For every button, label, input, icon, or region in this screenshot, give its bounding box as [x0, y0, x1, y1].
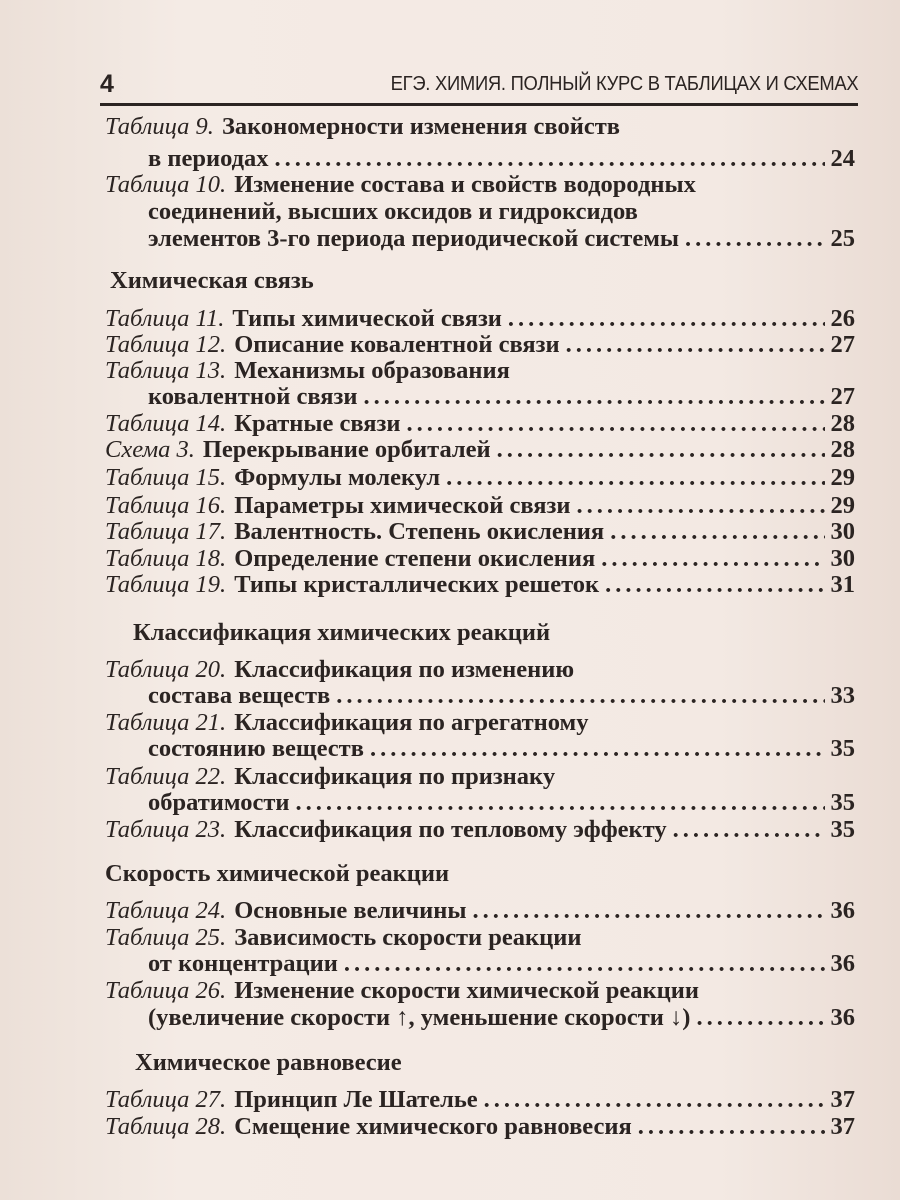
entry-title: Основные величины [234, 897, 467, 924]
entry-title: от концентрации [148, 950, 338, 977]
entry-label: Таблица 26. [105, 977, 227, 1004]
toc-entry-line [148, 1004, 855, 1032]
dot-leader [497, 436, 825, 464]
toc-entry-line[interactable] [105, 171, 855, 199]
toc-entry-line [148, 682, 855, 710]
entry-page-number: 25 [830, 225, 855, 252]
entry-title: Классификация по изменению [234, 656, 575, 683]
entry-label: Таблица 15. [105, 464, 227, 491]
page-number: 4 [100, 70, 114, 98]
toc-entry-line[interactable] [105, 571, 855, 599]
entry-page-number: 27 [830, 383, 855, 410]
entry-title: обратимости [148, 789, 290, 816]
dot-leader [473, 897, 825, 925]
entry-title: Механизмы образования [234, 357, 510, 384]
entry-title: в периодах [148, 145, 269, 172]
entry-page-number: 35 [830, 816, 855, 843]
entry-label: Таблица 21. [105, 709, 227, 736]
toc-entry-line[interactable] [105, 113, 855, 141]
toc-entry-line[interactable] [105, 977, 855, 1005]
entry-page-number: 26 [830, 305, 855, 332]
entry-title: Зависимость скорости реакции [234, 924, 582, 951]
dot-leader [638, 1113, 825, 1141]
entry-title: Параметры химической связи [234, 492, 571, 519]
entry-page-number: 36 [830, 950, 855, 977]
entry-label: Таблица 18. [105, 545, 227, 572]
dot-leader [370, 735, 825, 763]
toc-entry-line[interactable] [105, 763, 855, 791]
toc-entry-line[interactable] [105, 436, 855, 464]
entry-page-number: 36 [830, 897, 855, 924]
entry-label: Таблица 9. [105, 113, 214, 140]
entry-page-number: 33 [830, 682, 855, 709]
entry-page-number: 29 [830, 492, 855, 519]
dot-leader [685, 225, 824, 253]
entry-title: Классификация по агрегатному [234, 709, 589, 736]
entry-title: Классификация по тепловому эффекту [234, 816, 667, 843]
toc-entry-line [148, 198, 855, 226]
header-rule [100, 103, 858, 106]
entry-page-number: 28 [830, 410, 855, 437]
entry-label: Таблица 17. [105, 518, 227, 545]
dot-leader [566, 331, 825, 359]
toc-entry-line[interactable] [105, 1086, 855, 1114]
entry-page-number: 30 [830, 545, 855, 572]
entry-page-number: 31 [830, 571, 855, 598]
dot-leader [605, 571, 824, 599]
section-heading: Химическая связь [110, 267, 314, 294]
entry-title: Описание ковалентной связи [234, 331, 560, 358]
toc-entry-line[interactable] [105, 518, 855, 546]
entry-label: Таблица 28. [105, 1113, 227, 1140]
entry-label: Таблица 16. [105, 492, 227, 519]
dot-leader [344, 950, 825, 978]
dot-leader [446, 464, 824, 492]
entry-label: Таблица 14. [105, 410, 227, 437]
toc-entry-line[interactable] [105, 331, 855, 359]
toc-entry-line[interactable] [105, 305, 855, 333]
entry-title: Формулы молекул [234, 464, 441, 491]
entry-page-number: 37 [830, 1086, 855, 1113]
entry-title: Валентность. Степень окисления [234, 518, 605, 545]
entry-title: Определение степени окисления [234, 545, 596, 572]
dot-leader [601, 545, 824, 573]
entry-label: Таблица 20. [105, 656, 227, 683]
entry-label: Таблица 19. [105, 571, 227, 598]
entry-page-number: 37 [830, 1113, 855, 1140]
dot-leader [610, 518, 824, 546]
entry-label: Таблица 22. [105, 763, 227, 790]
toc-entry-line[interactable] [105, 464, 855, 492]
entry-page-number: 27 [830, 331, 855, 358]
entry-title: состава веществ [148, 682, 331, 709]
dot-leader [296, 789, 825, 817]
dot-leader [484, 1086, 825, 1114]
toc-entry-line [148, 225, 855, 253]
entry-label: Таблица 11. [105, 305, 225, 332]
entry-label: Таблица 25. [105, 924, 227, 951]
entry-label: Таблица 23. [105, 816, 227, 843]
section-heading: Классификация химических реакций [133, 619, 551, 646]
toc-entry-line[interactable] [105, 492, 855, 520]
entry-label: Таблица 10. [105, 171, 227, 198]
dot-leader [364, 383, 825, 411]
entry-label: Таблица 13. [105, 357, 227, 384]
entry-page-number: 36 [830, 1004, 855, 1031]
dot-leader [508, 305, 825, 333]
entry-label: Таблица 24. [105, 897, 227, 924]
toc-entry-line [148, 789, 855, 817]
toc-entry-line[interactable] [105, 709, 855, 737]
dot-leader [406, 410, 824, 438]
toc-entry-line[interactable] [105, 924, 855, 952]
entry-page-number: 28 [830, 436, 855, 463]
toc-entry-line[interactable] [105, 816, 855, 844]
section-heading: Химическое равновесие [135, 1049, 402, 1076]
entry-title: Изменение скорости химической реакции [234, 977, 700, 1004]
entry-title: Принцип Ле Шателье [234, 1086, 478, 1113]
entry-title: Перекрывание орбиталей [202, 436, 491, 463]
entry-title: Типы химической связи [232, 305, 502, 332]
running-header-title: ЕГЭ. ХИМИЯ. ПОЛНЫЙ КУРС В ТАБЛИЦАХ И СХЕМАХ [390, 73, 858, 95]
entry-label: Таблица 27. [105, 1086, 227, 1113]
entry-page-number: 29 [830, 464, 855, 491]
entry-title: (увеличение скорости ↑, уменьшение скорости ↓) [148, 1004, 691, 1031]
toc-entry-line[interactable] [105, 357, 855, 385]
dot-leader [673, 816, 825, 844]
entry-title: Кратные связи [234, 410, 401, 437]
entry-page-number: 24 [830, 145, 855, 172]
entry-label: Таблица 12. [105, 331, 227, 358]
toc-entry-line[interactable] [105, 410, 855, 438]
dot-leader [576, 492, 824, 520]
toc-entry-line[interactable] [105, 1113, 855, 1141]
entry-page-number: 35 [830, 735, 855, 762]
toc-entry-line[interactable] [105, 897, 855, 925]
entry-title: Закономерности изменения свойств [221, 113, 620, 140]
entry-title: состоянию веществ [148, 735, 364, 762]
entry-page-number: 35 [830, 789, 855, 816]
toc-entry-line [148, 383, 855, 411]
entry-title: Типы кристаллических решеток [234, 571, 600, 598]
entry-label: Схема 3. [105, 436, 195, 463]
dot-leader [275, 145, 825, 173]
entry-title: Классификация по признаку [234, 763, 556, 790]
entry-title: Изменение состава и свойств водородных [234, 171, 696, 198]
section-heading: Скорость химической реакции [105, 860, 450, 887]
toc-entry-line [148, 145, 855, 173]
toc-entry-line[interactable] [105, 545, 855, 573]
toc-entry-line[interactable] [105, 656, 855, 684]
entry-title: ковалентной связи [148, 383, 358, 410]
dot-leader [336, 682, 824, 710]
toc-entry-line [148, 950, 855, 978]
entry-title: соединений, высших оксидов и гидроксидов [148, 198, 638, 225]
dot-leader [696, 1004, 824, 1032]
toc-entry-line [148, 735, 855, 763]
entry-page-number: 30 [830, 518, 855, 545]
entry-title: Смещение химического равновесия [234, 1113, 632, 1140]
entry-title: элементов 3-го периода периодической системы [148, 225, 680, 252]
